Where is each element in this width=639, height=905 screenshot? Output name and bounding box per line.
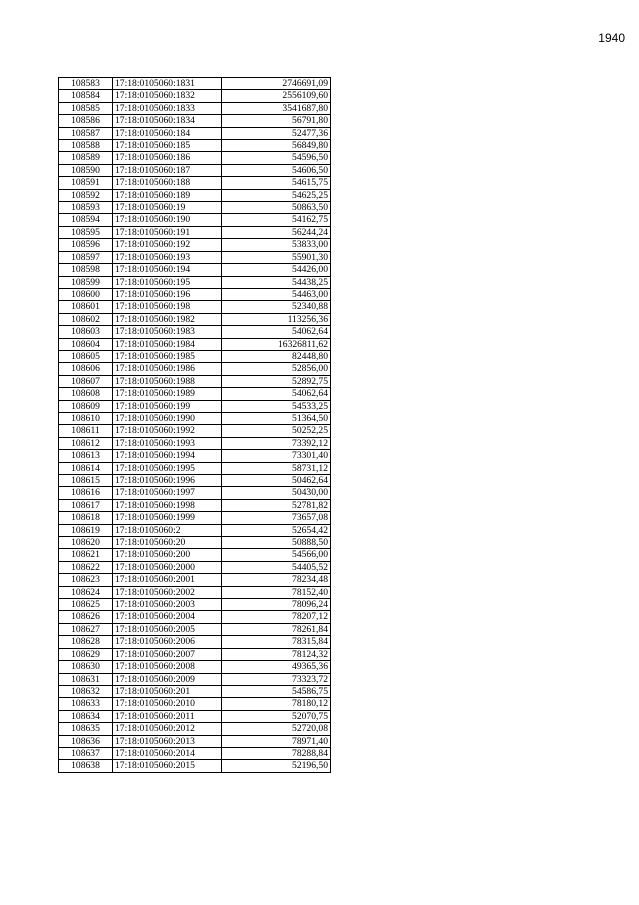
cadastral-value-cell: 82448,80 <box>222 350 331 362</box>
table-row <box>59 350 331 362</box>
cadastral-value-cell: 16326811,62 <box>222 338 331 350</box>
cadastral-value-cell: 54625,25 <box>222 189 331 201</box>
table-row <box>59 140 331 152</box>
table-row <box>59 276 331 288</box>
cadastral-number-cell: 17:18:0105060:1992 <box>113 425 222 437</box>
cadastral-number-cell: 17:18:0105060:2002 <box>113 586 222 598</box>
row-number-cell: 108598 <box>59 264 113 276</box>
cadastral-number-cell: 17:18:0105060:2008 <box>113 661 222 673</box>
table-row <box>59 326 331 338</box>
cadastral-value-cell: 53833,00 <box>222 239 331 251</box>
table-row <box>59 425 331 437</box>
cadastral-value-cell: 78971,40 <box>222 735 331 747</box>
table-row <box>59 524 331 536</box>
cadastral-number-cell: 17:18:0105060:1999 <box>113 512 222 524</box>
cadastral-number-cell: 17:18:0105060:1988 <box>113 375 222 387</box>
cadastral-value-cell: 3541687,80 <box>222 102 331 114</box>
cadastral-value-cell: 2746691,09 <box>222 78 331 90</box>
row-number-cell: 108585 <box>59 102 113 114</box>
cadastral-value-cell: 54533,25 <box>222 400 331 412</box>
row-number-cell: 108614 <box>59 462 113 474</box>
cadastral-value-cell: 2556109,60 <box>222 90 331 102</box>
cadastral-number-cell: 17:18:0105060:2010 <box>113 698 222 710</box>
cadastral-value-cell: 78315,84 <box>222 636 331 648</box>
cadastral-value-cell: 50252,25 <box>222 425 331 437</box>
table-row <box>59 673 331 685</box>
table-row <box>59 363 331 375</box>
cadastral-number-cell: 17:18:0105060:1985 <box>113 350 222 362</box>
cadastral-number-cell: 17:18:0105060:191 <box>113 226 222 238</box>
cadastral-number-cell: 17:18:0105060:1989 <box>113 388 222 400</box>
row-number-cell: 108589 <box>59 152 113 164</box>
cadastral-number-cell: 17:18:0105060:194 <box>113 264 222 276</box>
table-row <box>59 636 331 648</box>
cadastral-number-cell: 17:18:0105060:1990 <box>113 412 222 424</box>
row-number-cell: 108629 <box>59 648 113 660</box>
cadastral-number-cell: 17:18:0105060:2007 <box>113 648 222 660</box>
table-row <box>59 537 331 549</box>
row-number-cell: 108601 <box>59 301 113 313</box>
table-row <box>59 78 331 90</box>
cadastral-value-cell: 54606,50 <box>222 164 331 176</box>
table-row <box>59 239 331 251</box>
table-body <box>59 78 331 773</box>
row-number-cell: 108610 <box>59 412 113 424</box>
cadastral-number-cell: 17:18:0105060:1995 <box>113 462 222 474</box>
cadastral-value-cell: 52654,42 <box>222 524 331 536</box>
cadastral-value-cell: 52196,50 <box>222 760 331 772</box>
cadastral-value-cell: 78096,24 <box>222 599 331 611</box>
table-row <box>59 723 331 735</box>
row-number-cell: 108634 <box>59 710 113 722</box>
cadastral-value-cell: 58731,12 <box>222 462 331 474</box>
cadastral-number-cell: 17:18:0105060:1831 <box>113 78 222 90</box>
row-number-cell: 108632 <box>59 685 113 697</box>
cadastral-value-cell: 55901,30 <box>222 251 331 263</box>
cadastral-value-cell: 54438,25 <box>222 276 331 288</box>
cadastral-number-cell: 17:18:0105060:2000 <box>113 561 222 573</box>
cadastral-number-cell: 17:18:0105060:186 <box>113 152 222 164</box>
row-number-cell: 108624 <box>59 586 113 598</box>
row-number-cell: 108594 <box>59 214 113 226</box>
cadastral-number-cell: 17:18:0105060:2013 <box>113 735 222 747</box>
row-number-cell: 108612 <box>59 437 113 449</box>
row-number-cell: 108635 <box>59 723 113 735</box>
table-row <box>59 251 331 263</box>
cadastral-value-cell: 54586,75 <box>222 685 331 697</box>
table-row <box>59 475 331 487</box>
cadastral-value-cell: 54615,75 <box>222 177 331 189</box>
cadastral-number-cell: 17:18:0105060:1834 <box>113 115 222 127</box>
table-row <box>59 685 331 697</box>
table-row <box>59 450 331 462</box>
cadastral-value-cell: 54062,64 <box>222 388 331 400</box>
row-number-cell: 108619 <box>59 524 113 536</box>
row-number-cell: 108623 <box>59 574 113 586</box>
cadastral-value-cell: 52477,36 <box>222 127 331 139</box>
table-row <box>59 152 331 164</box>
row-number-cell: 108638 <box>59 760 113 772</box>
table-row <box>59 437 331 449</box>
row-number-cell: 108626 <box>59 611 113 623</box>
table-row <box>59 561 331 573</box>
cadastral-number-cell: 17:18:0105060:2 <box>113 524 222 536</box>
cadastral-number-cell: 17:18:0105060:2004 <box>113 611 222 623</box>
table-row <box>59 264 331 276</box>
cadastral-number-cell: 17:18:0105060:187 <box>113 164 222 176</box>
cadastral-number-cell: 17:18:0105060:1994 <box>113 450 222 462</box>
row-number-cell: 108625 <box>59 599 113 611</box>
row-number-cell: 108592 <box>59 189 113 201</box>
cadastral-number-cell: 17:18:0105060:1984 <box>113 338 222 350</box>
cadastral-number-cell: 17:18:0105060:199 <box>113 400 222 412</box>
cadastral-value-cell: 54463,00 <box>222 288 331 300</box>
cadastral-number-cell: 17:18:0105060:198 <box>113 301 222 313</box>
table-row <box>59 375 331 387</box>
row-number-cell: 108586 <box>59 115 113 127</box>
row-number-cell: 108597 <box>59 251 113 263</box>
table-row <box>59 599 331 611</box>
row-number-cell: 108595 <box>59 226 113 238</box>
cadastral-value-cell: 54162,75 <box>222 214 331 226</box>
table-row <box>59 127 331 139</box>
cadastral-number-cell: 17:18:0105060:20 <box>113 537 222 549</box>
row-number-cell: 108622 <box>59 561 113 573</box>
cadastral-value-table <box>58 77 331 773</box>
row-number-cell: 108606 <box>59 363 113 375</box>
cadastral-number-cell: 17:18:0105060:2012 <box>113 723 222 735</box>
cadastral-value-cell: 78152,40 <box>222 586 331 598</box>
row-number-cell: 108587 <box>59 127 113 139</box>
cadastral-value-cell: 73323,72 <box>222 673 331 685</box>
row-number-cell: 108628 <box>59 636 113 648</box>
table-row <box>59 214 331 226</box>
table-row <box>59 661 331 673</box>
cadastral-value-cell: 49365,36 <box>222 661 331 673</box>
table-row <box>59 313 331 325</box>
table-row <box>59 338 331 350</box>
cadastral-number-cell: 17:18:0105060:2011 <box>113 710 222 722</box>
cadastral-value-cell: 78180,12 <box>222 698 331 710</box>
table-row <box>59 760 331 772</box>
row-number-cell: 108615 <box>59 475 113 487</box>
table-row <box>59 747 331 759</box>
cadastral-value-cell: 50863,50 <box>222 202 331 214</box>
cadastral-number-cell: 17:18:0105060:1983 <box>113 326 222 338</box>
cadastral-number-cell: 17:18:0105060:192 <box>113 239 222 251</box>
cadastral-number-cell: 17:18:0105060:2015 <box>113 760 222 772</box>
cadastral-value-cell: 54596,50 <box>222 152 331 164</box>
table-row <box>59 226 331 238</box>
table-row <box>59 189 331 201</box>
cadastral-number-cell: 17:18:0105060:1998 <box>113 499 222 511</box>
table-row <box>59 611 331 623</box>
cadastral-value-cell: 78124,32 <box>222 648 331 660</box>
row-number-cell: 108611 <box>59 425 113 437</box>
row-number-cell: 108637 <box>59 747 113 759</box>
cadastral-number-cell: 17:18:0105060:1832 <box>113 90 222 102</box>
cadastral-number-cell: 17:18:0105060:19 <box>113 202 222 214</box>
cadastral-number-cell: 17:18:0105060:185 <box>113 140 222 152</box>
cadastral-number-cell: 17:18:0105060:200 <box>113 549 222 561</box>
cadastral-value-cell: 52781,82 <box>222 499 331 511</box>
table-row <box>59 487 331 499</box>
table-row <box>59 735 331 747</box>
row-number-cell: 108605 <box>59 350 113 362</box>
table-row <box>59 388 331 400</box>
cadastral-number-cell: 17:18:0105060:1993 <box>113 437 222 449</box>
cadastral-value-cell: 52856,00 <box>222 363 331 375</box>
table-row <box>59 412 331 424</box>
row-number-cell: 108600 <box>59 288 113 300</box>
cadastral-number-cell: 17:18:0105060:201 <box>113 685 222 697</box>
row-number-cell: 108617 <box>59 499 113 511</box>
table-row <box>59 549 331 561</box>
cadastral-value-cell: 50430,00 <box>222 487 331 499</box>
table-row <box>59 710 331 722</box>
table-row <box>59 462 331 474</box>
table-row <box>59 301 331 313</box>
table-row <box>59 115 331 127</box>
cadastral-value-cell: 56791,80 <box>222 115 331 127</box>
cadastral-number-cell: 17:18:0105060:1996 <box>113 475 222 487</box>
cadastral-value-cell: 52892,75 <box>222 375 331 387</box>
cadastral-value-cell: 78261,84 <box>222 623 331 635</box>
cadastral-number-cell: 17:18:0105060:196 <box>113 288 222 300</box>
row-number-cell: 108603 <box>59 326 113 338</box>
table-row <box>59 623 331 635</box>
table-row <box>59 288 331 300</box>
row-number-cell: 108596 <box>59 239 113 251</box>
cadastral-value-cell: 51364,50 <box>222 412 331 424</box>
row-number-cell: 108613 <box>59 450 113 462</box>
table-row <box>59 512 331 524</box>
table-row <box>59 574 331 586</box>
row-number-cell: 108620 <box>59 537 113 549</box>
table-row <box>59 177 331 189</box>
cadastral-value-cell: 52340,88 <box>222 301 331 313</box>
cadastral-number-cell: 17:18:0105060:1986 <box>113 363 222 375</box>
table-row <box>59 102 331 114</box>
row-number-cell: 108609 <box>59 400 113 412</box>
cadastral-number-cell: 17:18:0105060:2006 <box>113 636 222 648</box>
row-number-cell: 108618 <box>59 512 113 524</box>
cadastral-value-cell: 50888,50 <box>222 537 331 549</box>
row-number-cell: 108583 <box>59 78 113 90</box>
cadastral-value-cell: 52720,08 <box>222 723 331 735</box>
cadastral-value-cell: 50462,64 <box>222 475 331 487</box>
cadastral-value-cell: 78207,12 <box>222 611 331 623</box>
table-row <box>59 164 331 176</box>
cadastral-value-cell: 54426,00 <box>222 264 331 276</box>
cadastral-number-cell: 17:18:0105060:2009 <box>113 673 222 685</box>
cadastral-value-cell: 54405,52 <box>222 561 331 573</box>
cadastral-number-cell: 17:18:0105060:1982 <box>113 313 222 325</box>
cadastral-number-cell: 17:18:0105060:193 <box>113 251 222 263</box>
row-number-cell: 108591 <box>59 177 113 189</box>
row-number-cell: 108607 <box>59 375 113 387</box>
cadastral-number-cell: 17:18:0105060:2003 <box>113 599 222 611</box>
cadastral-number-cell: 17:18:0105060:1833 <box>113 102 222 114</box>
row-number-cell: 108636 <box>59 735 113 747</box>
cadastral-value-cell: 73657,08 <box>222 512 331 524</box>
cadastral-value-cell: 113256,36 <box>222 313 331 325</box>
row-number-cell: 108621 <box>59 549 113 561</box>
cadastral-number-cell: 17:18:0105060:189 <box>113 189 222 201</box>
row-number-cell: 108602 <box>59 313 113 325</box>
table-row <box>59 400 331 412</box>
cadastral-value-cell: 73301,40 <box>222 450 331 462</box>
cadastral-number-cell: 17:18:0105060:2005 <box>113 623 222 635</box>
row-number-cell: 108630 <box>59 661 113 673</box>
cadastral-number-cell: 17:18:0105060:188 <box>113 177 222 189</box>
table-row <box>59 648 331 660</box>
cadastral-value-cell: 78288,84 <box>222 747 331 759</box>
row-number-cell: 108633 <box>59 698 113 710</box>
row-number-cell: 108588 <box>59 140 113 152</box>
cadastral-value-cell: 73392,12 <box>222 437 331 449</box>
cadastral-value-cell: 56849,80 <box>222 140 331 152</box>
table-row <box>59 499 331 511</box>
cadastral-number-cell: 17:18:0105060:190 <box>113 214 222 226</box>
row-number-cell: 108590 <box>59 164 113 176</box>
table-row <box>59 586 331 598</box>
row-number-cell: 108599 <box>59 276 113 288</box>
cadastral-value-cell: 52070,75 <box>222 710 331 722</box>
cadastral-value-cell: 78234,48 <box>222 574 331 586</box>
table-row <box>59 698 331 710</box>
cadastral-number-cell: 17:18:0105060:1997 <box>113 487 222 499</box>
cadastral-value-cell: 54566,00 <box>222 549 331 561</box>
row-number-cell: 108616 <box>59 487 113 499</box>
cadastral-number-cell: 17:18:0105060:2001 <box>113 574 222 586</box>
table-row <box>59 202 331 214</box>
row-number-cell: 108593 <box>59 202 113 214</box>
row-number-cell: 108608 <box>59 388 113 400</box>
cadastral-number-cell: 17:18:0105060:195 <box>113 276 222 288</box>
table-row <box>59 90 331 102</box>
row-number-cell: 108627 <box>59 623 113 635</box>
cadastral-number-cell: 17:18:0105060:184 <box>113 127 222 139</box>
cadastral-value-cell: 54062,64 <box>222 326 331 338</box>
page-number: 1940 <box>598 31 625 45</box>
row-number-cell: 108631 <box>59 673 113 685</box>
row-number-cell: 108584 <box>59 90 113 102</box>
cadastral-number-cell: 17:18:0105060:2014 <box>113 747 222 759</box>
row-number-cell: 108604 <box>59 338 113 350</box>
cadastral-value-cell: 56244,24 <box>222 226 331 238</box>
